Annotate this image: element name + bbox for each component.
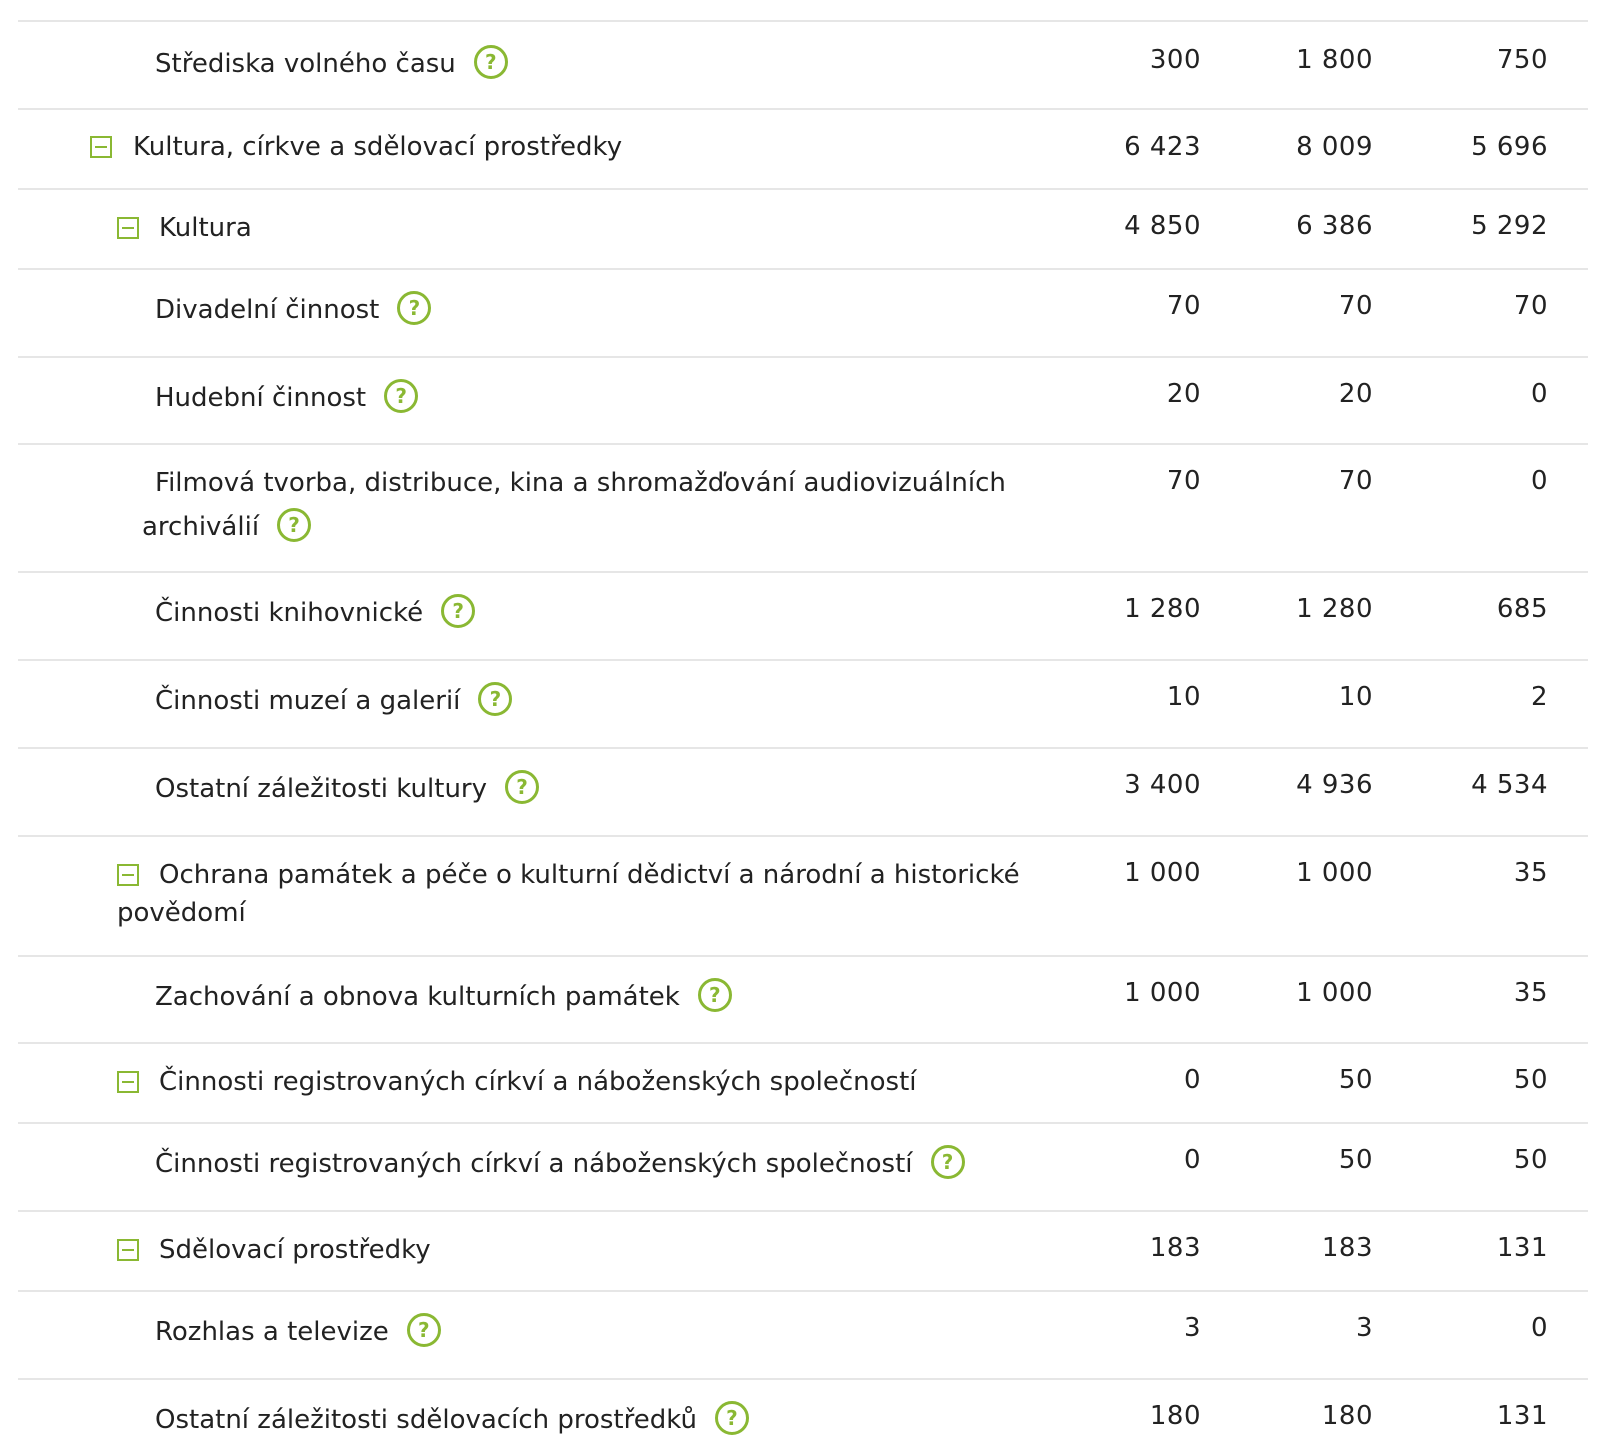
table-row (18, 1044, 1588, 1124)
row-label: Divadelní činnost ? (155, 290, 431, 330)
value-col-3: 50 (1513, 1145, 1548, 1175)
value-col-2: 3 (1355, 1313, 1373, 1343)
value-col-2: 10 (1338, 682, 1373, 712)
table-row (18, 573, 1588, 661)
value-col-1: 3 400 (1124, 770, 1201, 800)
value-col-1: 1 280 (1124, 594, 1201, 624)
row-label: Kultura, církve a sdělovací prostředky (133, 132, 623, 162)
value-col-1: 70 (1166, 466, 1201, 496)
table-row (18, 1124, 1588, 1212)
value-col-3: 5 696 (1471, 132, 1548, 162)
value-col-2: 1 000 (1296, 858, 1373, 888)
row-label: Filmová tvorba, distribuce, kina a shromažďování audiovizuálních (155, 468, 1006, 498)
value-col-2: 50 (1338, 1065, 1373, 1095)
value-col-1: 4 850 (1124, 211, 1201, 241)
table-row (18, 1212, 1588, 1292)
row-label: Rozhlas a televize ? (155, 1312, 441, 1352)
value-col-2: 1 000 (1296, 978, 1373, 1008)
value-col-2: 1 800 (1296, 45, 1373, 75)
value-col-3: 70 (1513, 291, 1548, 321)
row-label: Sdělovací prostředky (159, 1235, 431, 1265)
help-icon[interactable]: ? (277, 508, 311, 542)
value-col-2: 50 (1338, 1145, 1373, 1175)
value-col-1: 300 (1149, 45, 1201, 75)
value-col-3: 2 (1530, 682, 1548, 712)
row-label: Zachování a obnova kulturních památek ? (155, 977, 732, 1017)
value-col-3: 50 (1513, 1065, 1548, 1095)
value-col-1: 0 (1183, 1065, 1201, 1095)
value-col-3: 0 (1530, 1313, 1548, 1343)
value-col-3: 35 (1513, 978, 1548, 1008)
row-label: Ostatní záležitosti kultury ? (155, 769, 539, 809)
table-row (18, 358, 1588, 445)
table-row (18, 270, 1588, 358)
help-icon[interactable]: ? (384, 379, 418, 413)
value-col-1: 10 (1166, 682, 1201, 712)
table-row (18, 957, 1588, 1044)
table-row (18, 749, 1588, 837)
row-label: Činnosti knihovnické ? (155, 593, 475, 633)
table-row (18, 190, 1588, 270)
value-col-1: 0 (1183, 1145, 1201, 1175)
collapse-toggle-icon[interactable] (117, 217, 139, 239)
help-icon[interactable]: ? (505, 770, 539, 804)
table-row (18, 661, 1588, 749)
value-col-1: 70 (1166, 291, 1201, 321)
collapse-toggle-icon[interactable] (90, 136, 112, 158)
value-col-1: 6 423 (1124, 132, 1201, 162)
value-col-1: 180 (1149, 1401, 1201, 1431)
table-row (18, 110, 1588, 190)
row-label-continuation: archiválií ? (142, 507, 311, 547)
value-col-2: 70 (1338, 291, 1373, 321)
value-col-1: 20 (1166, 379, 1201, 409)
value-col-3: 750 (1496, 45, 1548, 75)
value-col-1: 1 000 (1124, 858, 1201, 888)
help-icon[interactable]: ? (698, 978, 732, 1012)
table-row (18, 837, 1588, 957)
value-col-3: 35 (1513, 858, 1548, 888)
value-col-2: 183 (1321, 1233, 1373, 1263)
value-col-3: 0 (1530, 379, 1548, 409)
value-col-2: 1 280 (1296, 594, 1373, 624)
collapse-toggle-icon[interactable] (117, 864, 139, 886)
row-label: Činnosti registrovaných církví a náboženských společností (159, 1067, 917, 1097)
help-icon[interactable]: ? (478, 682, 512, 716)
value-col-2: 20 (1338, 379, 1373, 409)
value-col-1: 1 000 (1124, 978, 1201, 1008)
help-icon[interactable]: ? (397, 291, 431, 325)
value-col-3: 685 (1496, 594, 1548, 624)
row-label: Ochrana památek a péče o kulturní dědictví a národní a historické (159, 860, 1020, 890)
table-row (18, 1380, 1588, 1441)
value-col-3: 131 (1496, 1401, 1548, 1431)
value-col-2: 70 (1338, 466, 1373, 496)
value-col-3: 5 292 (1471, 211, 1548, 241)
value-col-2: 6 386 (1296, 211, 1373, 241)
help-icon[interactable]: ? (407, 1313, 441, 1347)
value-col-3: 4 534 (1471, 770, 1548, 800)
table-row (18, 445, 1588, 573)
row-label: Kultura (159, 213, 252, 243)
value-col-1: 3 (1183, 1313, 1201, 1343)
row-label: Činnosti registrovaných církví a náboženských společností ? (155, 1144, 965, 1184)
value-col-1: 183 (1149, 1233, 1201, 1263)
value-col-2: 180 (1321, 1401, 1373, 1431)
row-label: Ostatní záležitosti sdělovacích prostředků ? (155, 1400, 749, 1440)
collapse-toggle-icon[interactable] (117, 1071, 139, 1093)
help-icon[interactable]: ? (715, 1401, 749, 1435)
help-icon[interactable]: ? (474, 45, 508, 79)
value-col-2: 4 936 (1296, 770, 1373, 800)
value-col-3: 0 (1530, 466, 1548, 496)
collapse-toggle-icon[interactable] (117, 1239, 139, 1261)
help-icon[interactable]: ? (931, 1145, 965, 1179)
row-label: Hudební činnost ? (155, 378, 418, 418)
value-col-3: 131 (1496, 1233, 1548, 1263)
help-icon[interactable]: ? (441, 594, 475, 628)
table-row (18, 20, 1588, 110)
row-label: Činnosti muzeí a galerií ? (155, 681, 512, 721)
value-col-2: 8 009 (1296, 132, 1373, 162)
row-label-continuation: povědomí (117, 898, 246, 928)
table-row (18, 1292, 1588, 1380)
row-label: Střediska volného času ? (155, 44, 508, 84)
